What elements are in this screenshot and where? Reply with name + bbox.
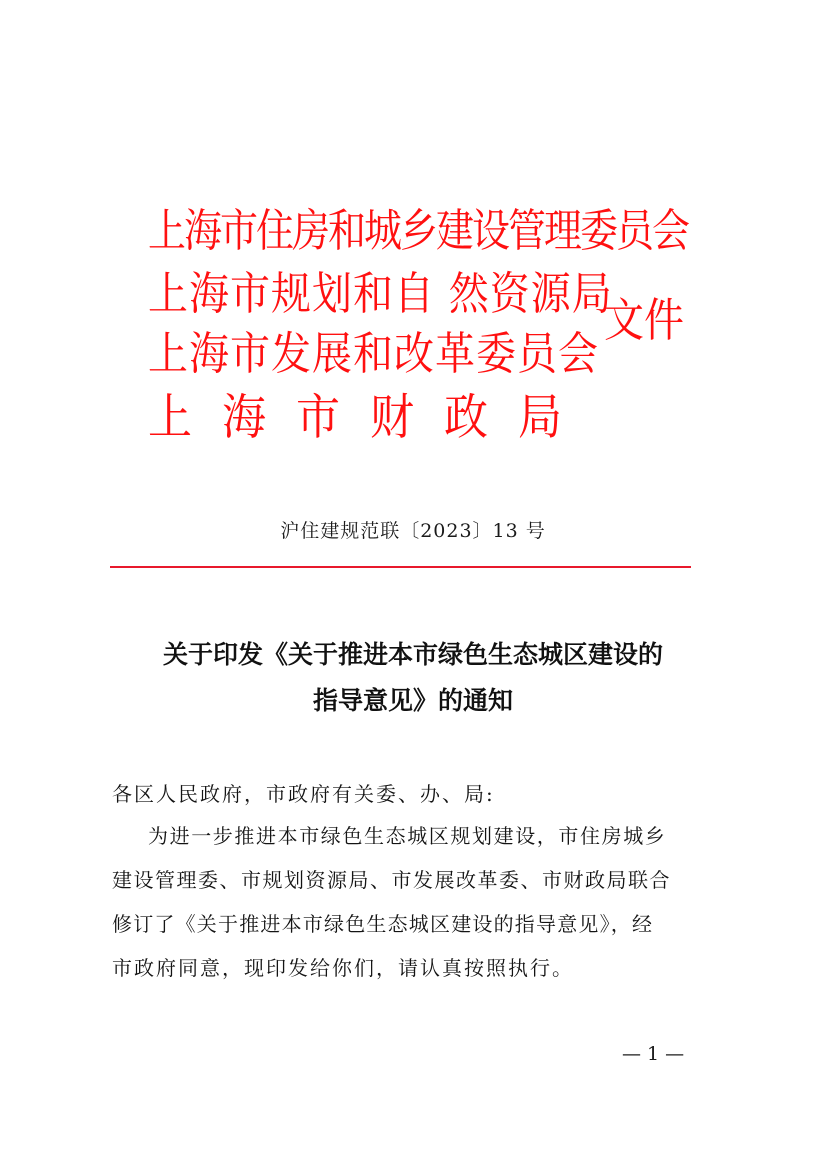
red-divider xyxy=(110,566,691,568)
body-line-2: 建设管理委、市规划资源局、市发展改革委、市财政局联合 xyxy=(112,868,671,892)
body-line-1: 为进一步推进本市绿色生态城区规划建设，市住房城乡 xyxy=(148,824,667,848)
issuer-development-commission: 上海市发展和改革委员会 xyxy=(148,328,599,381)
issuer-housing-commission: 上海市住房和城乡建设管理委员会 xyxy=(148,204,689,257)
page-number: — 1 — xyxy=(622,1043,685,1065)
issuer-planning-bureau: 上海市规划和自 然资源局 xyxy=(148,268,613,321)
document-type-label: 文件 xyxy=(604,294,684,348)
notice-title-line-2: 指导意见》的通知 xyxy=(312,686,513,715)
body-line-3: 修订了《关于推进本市绿色生态城区建设的指导意见》，经 xyxy=(112,912,654,936)
notice-title-line-1: 关于印发《关于推进本市绿色生态城区建设的 xyxy=(162,640,663,669)
salutation: 各区人民政府，市政府有关委、办、局: xyxy=(112,782,495,806)
issuer-finance-bureau: 上海市财政局 xyxy=(148,389,592,446)
body-line-4: 市政府同意，现印发给你们，请认真按照执行。 xyxy=(112,956,574,980)
document-number: 沪住建规范联〔2023〕13 号 xyxy=(280,520,546,542)
